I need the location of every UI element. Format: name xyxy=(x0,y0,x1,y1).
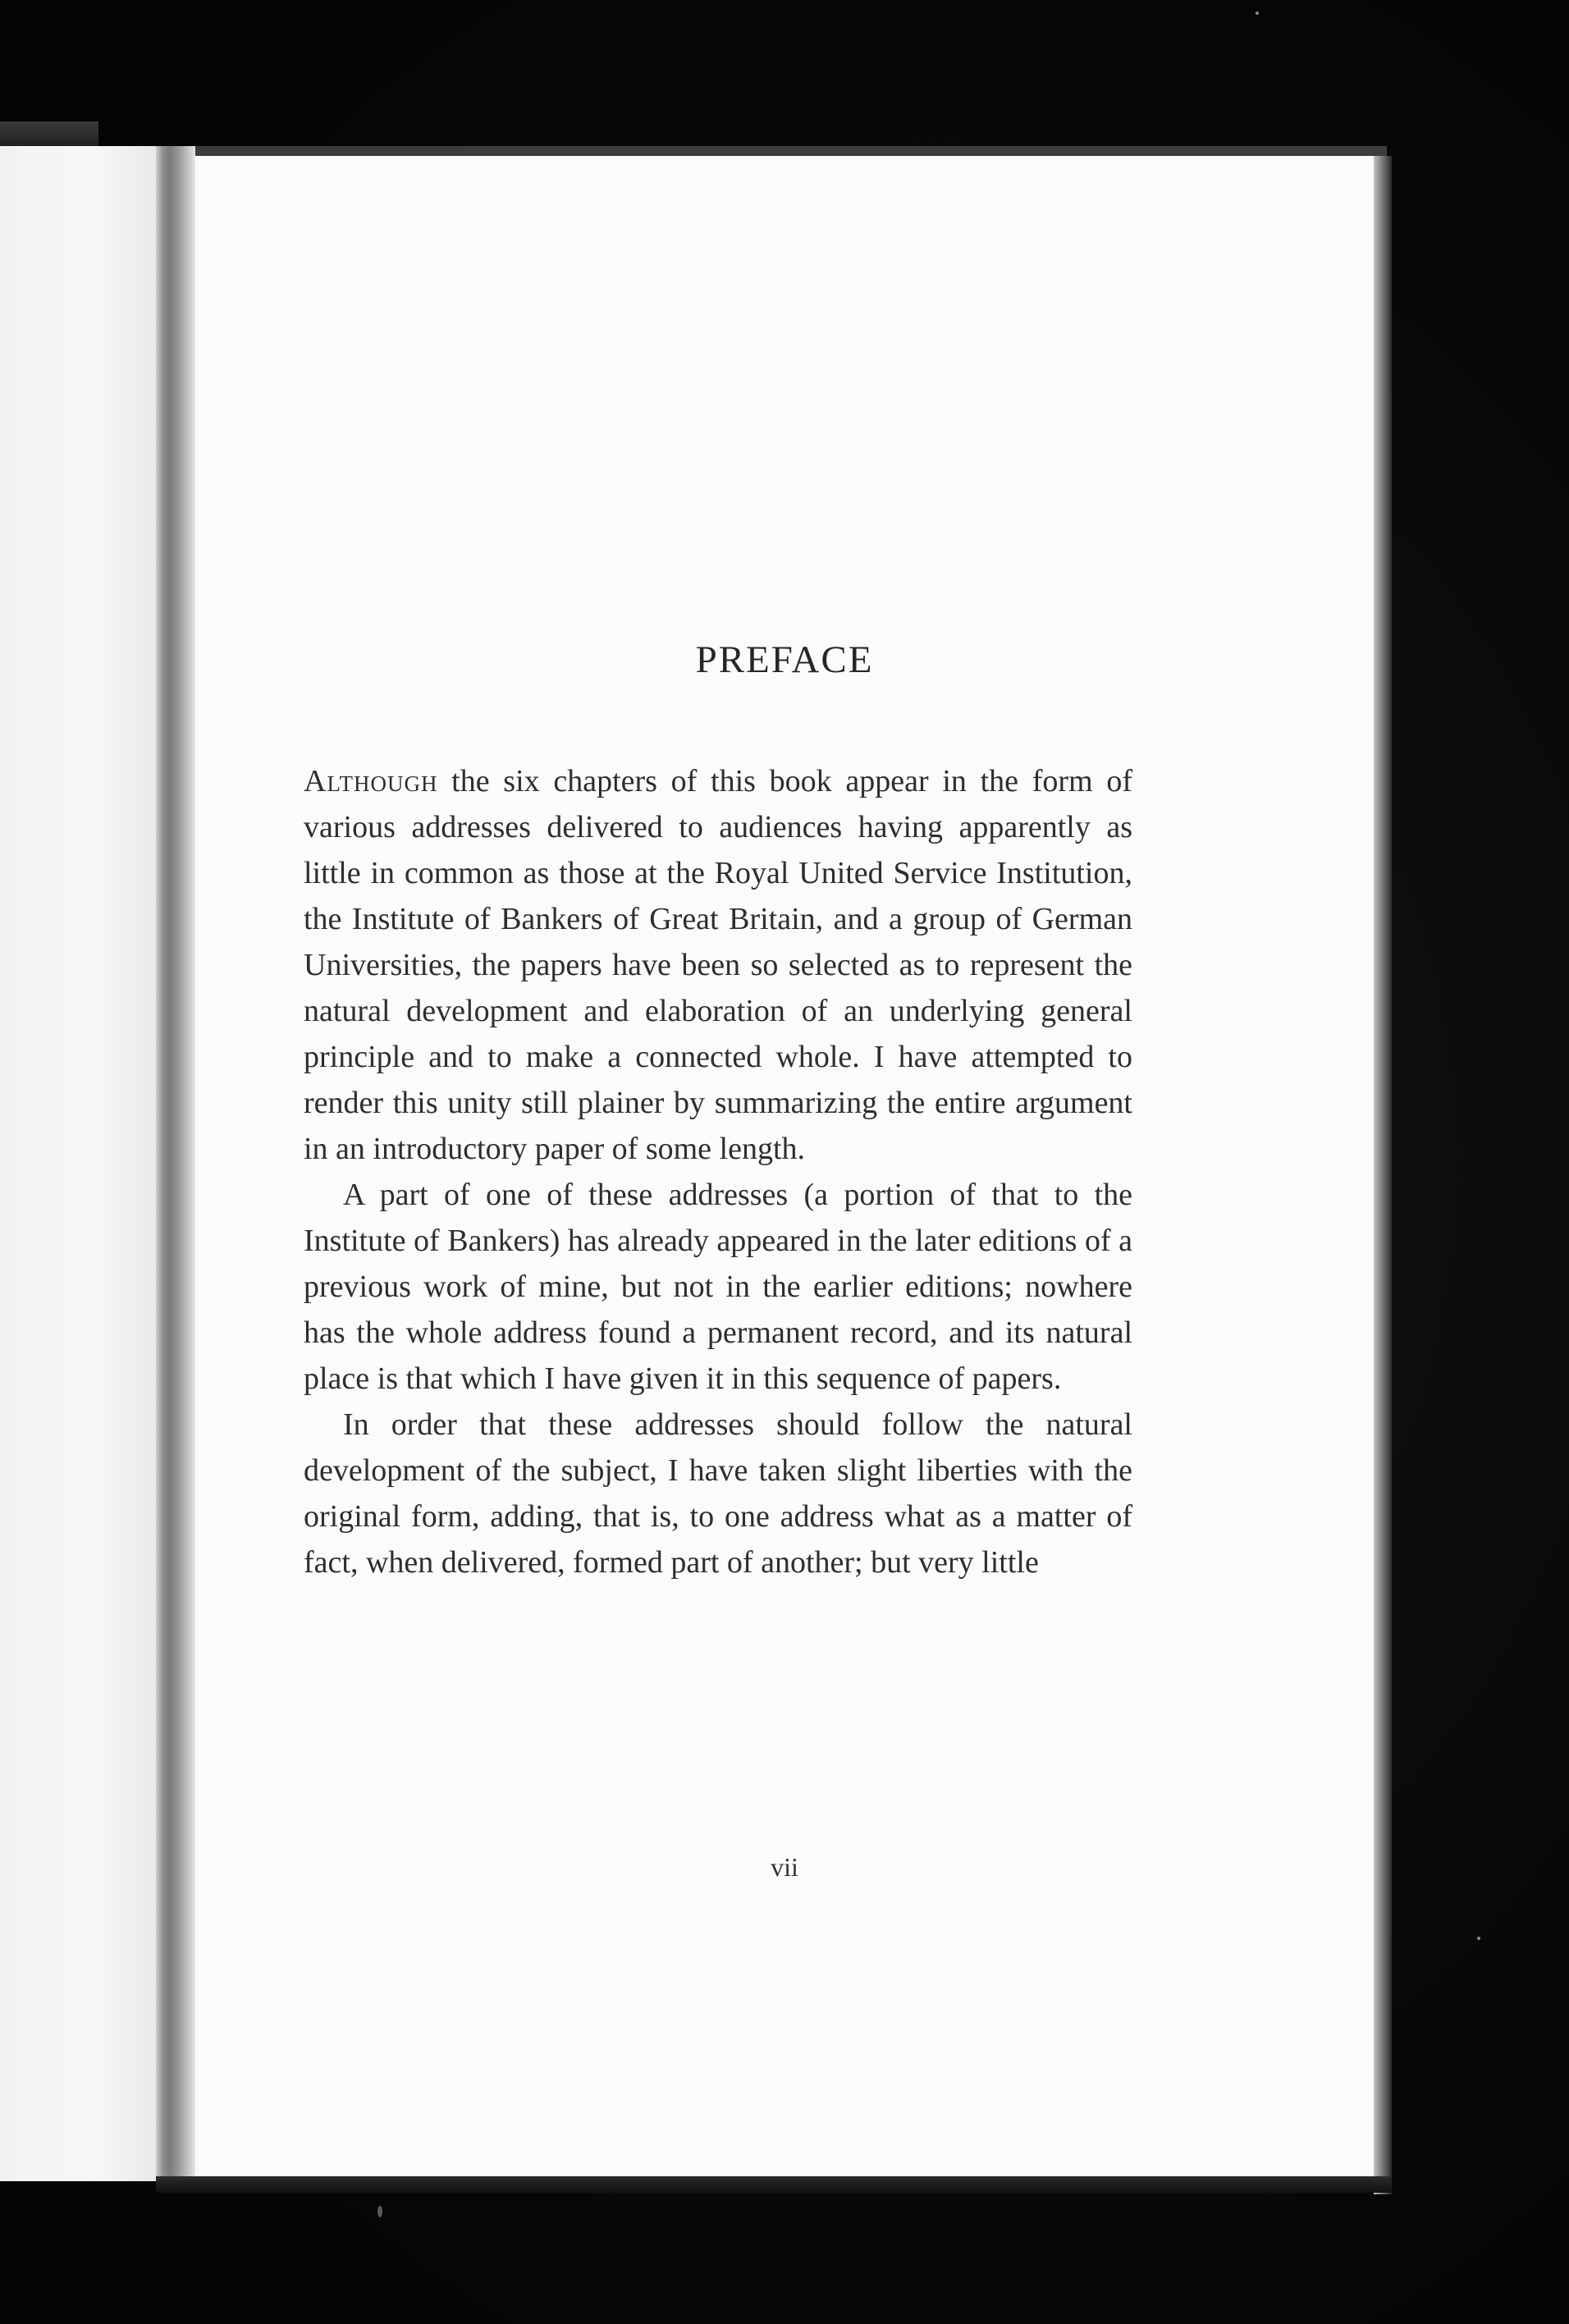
page-number: vii xyxy=(771,1852,798,1882)
preface-body xyxy=(304,758,1132,1585)
book-gutter xyxy=(156,146,195,2181)
dust-speck xyxy=(1477,1937,1480,1940)
paragraph-2: A part of one of these addresses (a portion of that to the Institute of Bankers) has already appeared in the later editions of a previous work of mine, but not in the earlier editions; nowhere has the whole address found a permanent record, and its natural place is that which I have given it in this sequence of papers. xyxy=(304,1178,1132,1396)
paragraph-lead-word: Although xyxy=(304,764,438,798)
dust-speck xyxy=(377,2206,382,2217)
book-cover-edge-left xyxy=(0,121,98,149)
page-title: PREFACE xyxy=(695,638,874,681)
paragraph-1 xyxy=(304,758,1132,1172)
left-page xyxy=(0,146,156,2181)
page-edge-right xyxy=(1374,156,1392,2194)
dust-speck xyxy=(1256,11,1259,15)
paragraph-3: In order that these addresses should follow the natural development of the subject, I have taken slight liberties with the original form, adding, that is, to one address what as a matter of fact, when delivered, formed part of another; but very little xyxy=(304,1407,1132,1580)
paragraph-text: the six chapters of this book appear in the form of various addresses delivered to audiences having apparently as little in common as those at the Royal United Service Institution, the Institute of Bankers of Great Britain, and a group of German Universities, the papers have been so selected as to represent the natural development and elaboration of an underlying general principle and to make a connected whole. I have attempted to render this unity still plainer by summarizing the entire argument in an introductory paper of some length. xyxy=(304,764,1132,1166)
book-cover-edge-bottom xyxy=(156,2176,1392,2193)
